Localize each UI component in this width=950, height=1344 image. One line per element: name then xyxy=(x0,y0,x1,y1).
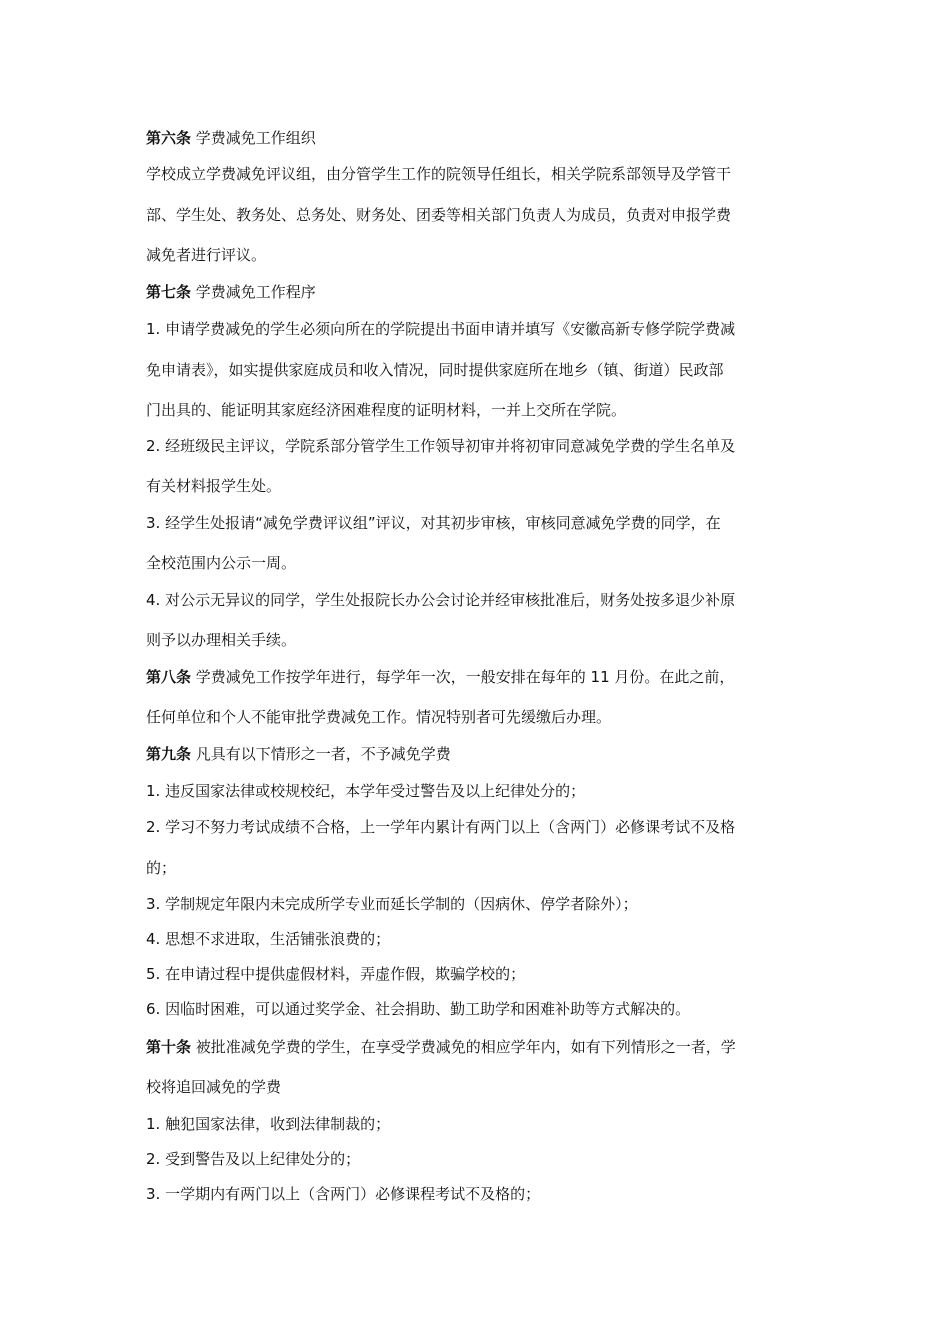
list-item: 3. 经学生处报请“减免学费评议组”评议，对其初步审核，审核同意减免学费的同学，在 xyxy=(146,514,721,532)
list-item: 1. 触犯国家法律，收到法律制裁的； xyxy=(146,1115,391,1133)
article-title: 学费减免工作按学年进行，每学年一次，一般安排在每年的 11 月份。在此之前， xyxy=(191,668,735,686)
article-title: 学费减免工作组织 xyxy=(191,129,316,147)
article-title: 学费减免工作程序 xyxy=(191,283,316,301)
paragraph-line: 任何单位和个人不能审批学费减免工作。情况特别者可先缓缴后办理。 xyxy=(146,708,612,726)
list-item: 4. 思想不求进取，生活铺张浪费的； xyxy=(146,930,391,948)
paragraph-line: 部、学生处、教务处、总务处、财务处、团委等相关部门负责人为成员，负责对申报学费 xyxy=(146,206,732,224)
article-6-heading xyxy=(146,127,316,149)
article-label: 第八条 xyxy=(146,668,192,686)
list-item-continuation: 全校范围内公示一周。 xyxy=(146,554,297,572)
article-title: 凡具有以下情形之一者，不予减免学费 xyxy=(191,745,451,763)
article-7-heading xyxy=(146,281,316,303)
article-label: 第九条 xyxy=(146,745,192,763)
paragraph-line: 校将追回减免的学费 xyxy=(146,1078,282,1096)
list-item: 4. 对公示无异议的同学，学生处报院长办公会讨论并经审核批准后，财务处按多退少补原 xyxy=(146,591,736,609)
list-item: 1. 违反国家法律或校规校纪，本学年受过警告及以上纪律处分的； xyxy=(146,782,586,800)
list-item-continuation: 免申请表》，如实提供家庭成员和收入情况，同时提供家庭所在地乡（镇、街道）民政部 xyxy=(146,361,724,379)
paragraph-line: 减免者进行评议。 xyxy=(146,246,267,264)
paragraph-line: 学校成立学费减免评议组，由分管学生工作的院领导任组长，相关学院系部领导及学管干 xyxy=(146,165,732,183)
article-label: 第十条 xyxy=(146,1038,192,1056)
list-item-continuation: 则予以办理相关手续。 xyxy=(146,631,297,649)
article-label: 第七条 xyxy=(146,283,192,301)
list-item-continuation: 有关材料报学生处。 xyxy=(146,477,282,495)
list-item: 3. 学制规定年限内未完成所学专业而延长学制的（因病休、停学者除外）； xyxy=(146,895,638,913)
list-item: 2. 学习不努力考试成绩不合格，上一学年内累计有两门以上（含两门）必修课考试不及格 xyxy=(146,818,736,836)
list-item: 3. 一学期内有两门以上（含两门）必修课程考试不及格的； xyxy=(146,1185,541,1203)
article-8-heading xyxy=(146,666,734,688)
list-item: 5. 在申请过程中提供虚假材料，弄虚作假，欺骗学校的； xyxy=(146,965,526,983)
article-10-heading xyxy=(146,1036,736,1058)
article-label: 第六条 xyxy=(146,129,192,147)
list-item: 6. 因临时困难，可以通过奖学金、社会捐助、勤工助学和困难补助等方式解决的。 xyxy=(146,1000,691,1018)
article-9-heading xyxy=(146,743,451,765)
list-item-continuation: 的； xyxy=(146,859,177,877)
list-item: 2. 经班级民主评议，学院系部分管学生工作领导初审并将初审同意减免学费的学生名单及 xyxy=(146,437,736,455)
article-title: 被批准减免学费的学生，在享受学费减免的相应学年内，如有下列情形之一者，学 xyxy=(191,1038,736,1056)
list-item-continuation: 门出具的、能证明其家庭经济困难程度的证明材料，一并上交所在学院。 xyxy=(146,401,627,419)
list-item: 2. 受到警告及以上纪律处分的； xyxy=(146,1150,361,1168)
list-item: 1. 申请学费减免的学生必须向所在的学院提出书面申请并填写《安徽高新专修学院学费减 xyxy=(146,320,736,338)
